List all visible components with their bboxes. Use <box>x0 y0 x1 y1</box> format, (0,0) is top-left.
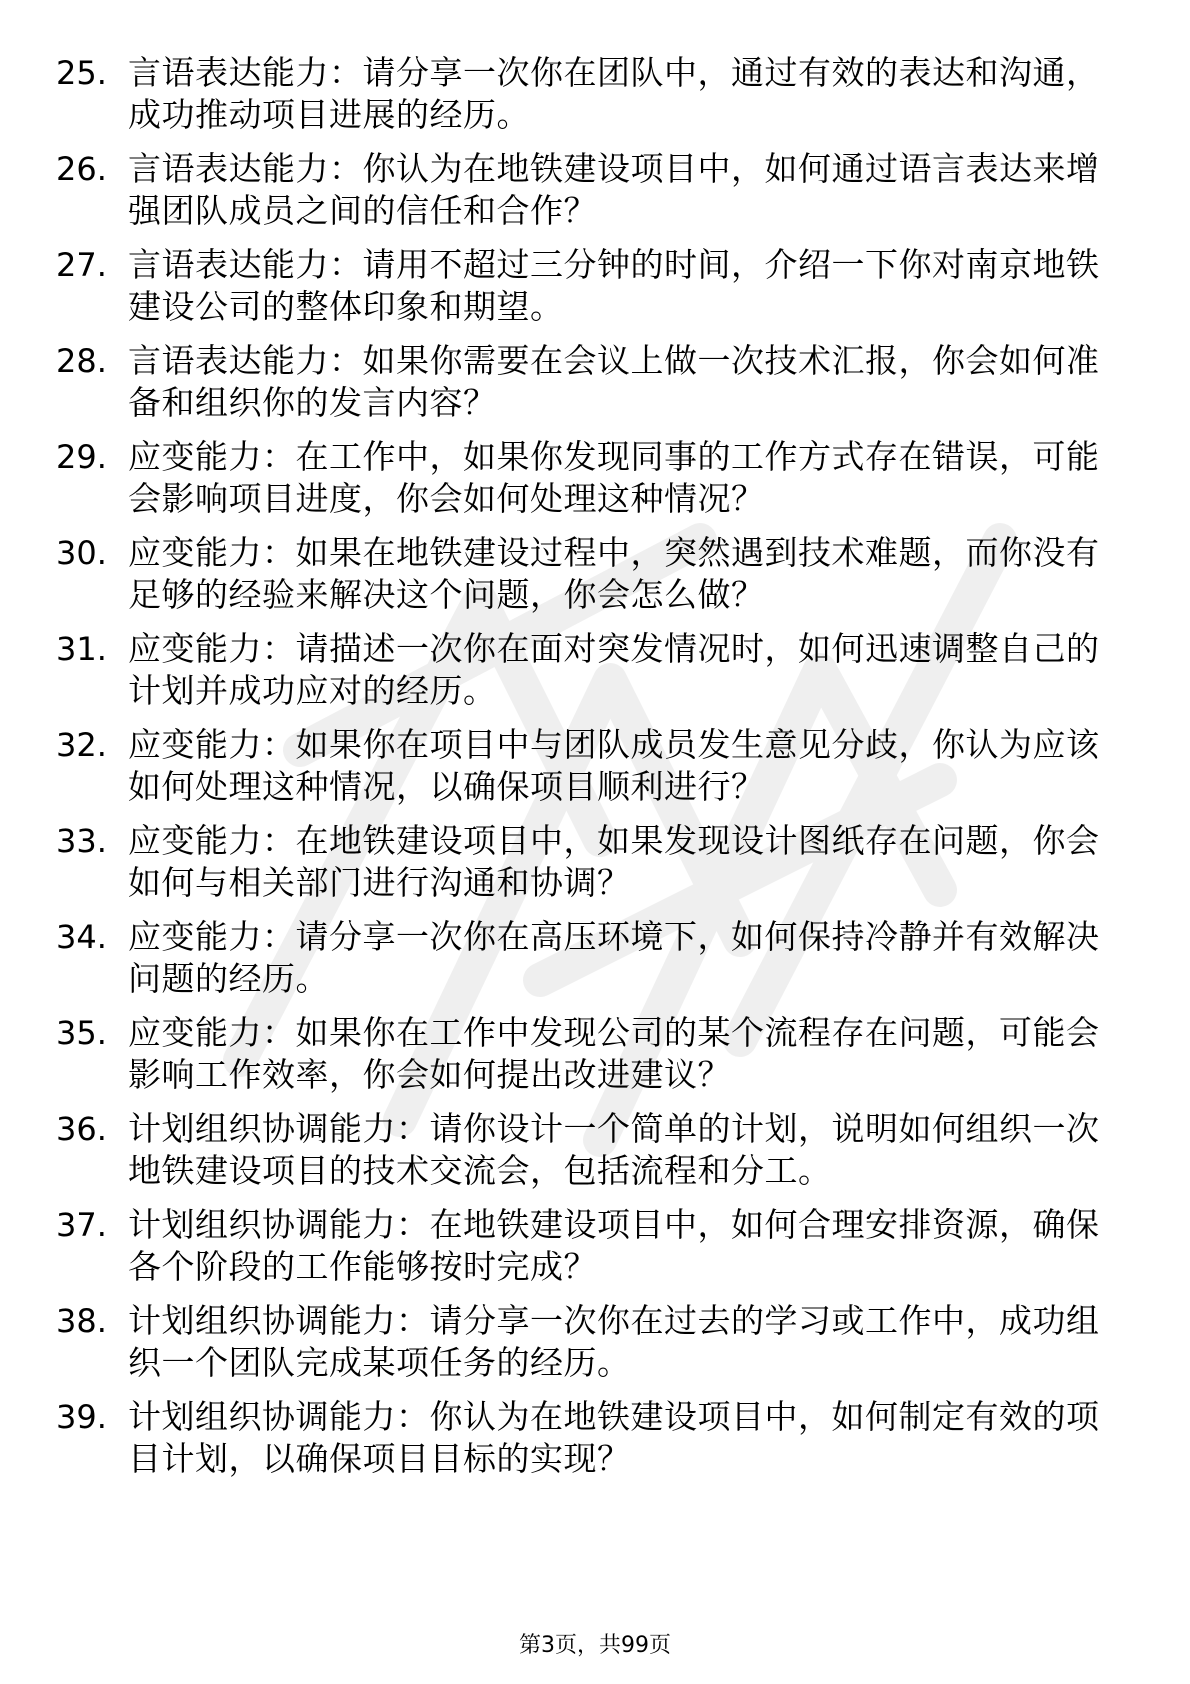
question-item <box>56 1204 1136 1300</box>
question-item <box>56 1108 1136 1204</box>
question-item <box>56 148 1136 244</box>
question-text: 应变能力：如果你在工作中发现公司的某个流程存在问题，可能会影响工作效率，你会如何提出改进建议？ <box>128 1013 1100 1094</box>
question-text: 计划组织协调能力：请你设计一个简单的计划，说明如何组织一次地铁建设项目的技术交流会，包括流程和分工。 <box>128 1109 1100 1190</box>
question-text: 应变能力：如果在地铁建设过程中，突然遇到技术难题，而你没有足够的经验来解决这个问题，你会怎么做？ <box>128 533 1100 614</box>
question-number: 32. <box>56 726 107 764</box>
question-text: 言语表达能力：请分享一次你在团队中，通过有效的表达和沟通，成功推动项目进展的经历。 <box>128 53 1100 134</box>
question-item <box>56 1396 1136 1492</box>
question-text: 言语表达能力：请用不超过三分钟的时间，介绍一下你对南京地铁建设公司的整体印象和期望。 <box>128 245 1100 326</box>
question-number: 35. <box>56 1014 107 1052</box>
question-number: 39. <box>56 1398 107 1436</box>
question-text: 应变能力：请描述一次你在面对突发情况时，如何迅速调整自己的计划并成功应对的经历。 <box>128 629 1100 710</box>
question-item <box>56 1300 1136 1396</box>
question-text: 计划组织协调能力：你认为在地铁建设项目中，如何制定有效的项目计划，以确保项目目标的实现？ <box>128 1397 1100 1478</box>
question-text: 计划组织协调能力：请分享一次你在过去的学习或工作中，成功组织一个团队完成某项任务的经历。 <box>128 1301 1100 1382</box>
question-item <box>56 628 1136 724</box>
question-text: 应变能力：请分享一次你在高压环境下，如何保持冷静并有效解决问题的经历。 <box>128 917 1100 998</box>
question-item <box>56 532 1136 628</box>
question-text: 应变能力：如果你在项目中与团队成员发生意见分歧，你认为应该如何处理这种情况，以确保项目顺利进行？ <box>128 725 1100 806</box>
question-item <box>56 52 1136 148</box>
question-item <box>56 244 1136 340</box>
question-number: 30. <box>56 534 107 572</box>
question-number: 37. <box>56 1206 107 1244</box>
question-item <box>56 1012 1136 1108</box>
question-number: 26. <box>56 150 107 188</box>
question-number: 38. <box>56 1302 107 1340</box>
question-item <box>56 724 1136 820</box>
question-number: 31. <box>56 630 107 668</box>
question-number: 28. <box>56 342 107 380</box>
question-item <box>56 340 1136 436</box>
question-text: 应变能力：在工作中，如果你发现同事的工作方式存在错误，可能会影响项目进度，你会如何处理这种情况？ <box>128 437 1100 518</box>
question-text: 计划组织协调能力：在地铁建设项目中，如何合理安排资源，确保各个阶段的工作能够按时完成？ <box>128 1205 1100 1286</box>
question-number: 29. <box>56 438 107 476</box>
question-number: 25. <box>56 54 107 92</box>
page-number-label: 第3页，共99页 <box>519 1633 671 1658</box>
question-list <box>56 52 1136 1492</box>
question-number: 33. <box>56 822 107 860</box>
question-number: 27. <box>56 246 107 284</box>
question-number: 34. <box>56 918 107 956</box>
question-number: 36. <box>56 1110 107 1148</box>
question-item <box>56 916 1136 1012</box>
question-text: 言语表达能力：如果你需要在会议上做一次技术汇报，你会如何准备和组织你的发言内容？ <box>128 341 1100 422</box>
page-footer <box>0 1632 1190 1660</box>
question-text: 言语表达能力：你认为在地铁建设项目中，如何通过语言表达来增强团队成员之间的信任和合作？ <box>128 149 1100 230</box>
question-item <box>56 436 1136 532</box>
question-text: 应变能力：在地铁建设项目中，如果发现设计图纸存在问题，你会如何与相关部门进行沟通和协调？ <box>128 821 1100 902</box>
question-item <box>56 820 1136 916</box>
